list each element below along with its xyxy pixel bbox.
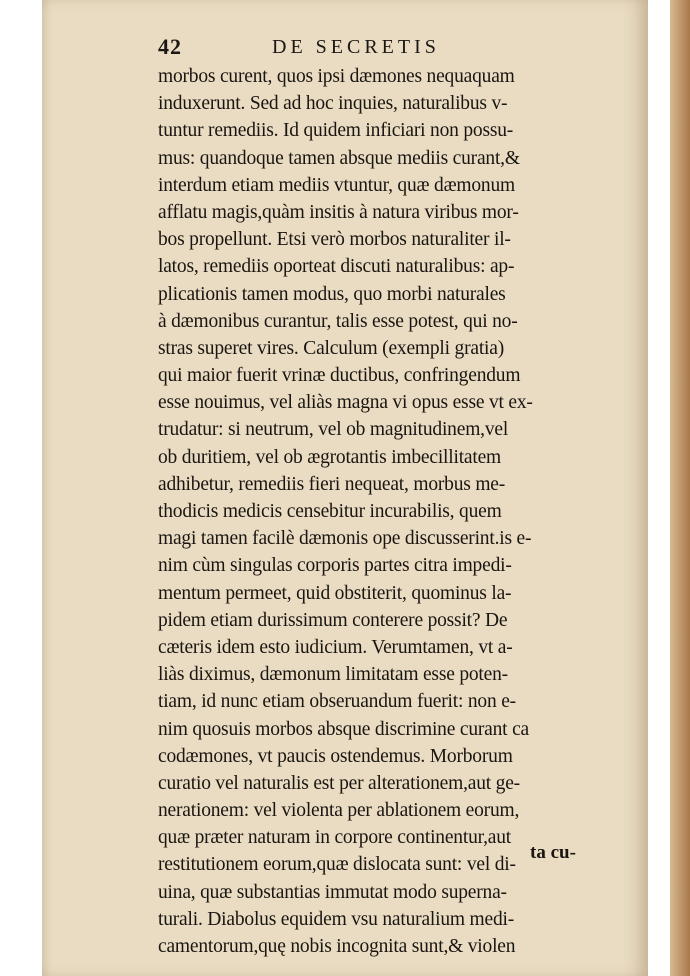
text-line: stras superet vires. Calculum (exempli gratia): [158, 337, 505, 359]
text-line: pidem etiam durissimum conterere possit? De: [158, 609, 508, 631]
text-line: ob duritiem, vel ob ægrotantis imbecillitatem: [158, 446, 502, 468]
text-line: restitutionem eorum,quæ dislocata sunt: vel di-: [158, 854, 516, 876]
text-line: turali. Diabolus equidem vsu naturalium medi-: [158, 908, 515, 930]
text-line: nerationem: vel violenta per ablationem eorum,: [158, 800, 520, 822]
text-line: interdum etiam mediis vtuntur, quæ dæmonum: [158, 174, 515, 196]
text-line: qui maior fuerit vrinæ ductibus, confringendum: [158, 365, 521, 387]
text-line: camentorum,quę nobis incognita sunt,& violen: [158, 936, 516, 957]
text-line: tuntur remediis. Id quidem inficiari non possu-: [158, 120, 514, 142]
text-line: latos, remediis oporteat discuti naturalibus: ap-: [158, 256, 515, 278]
text-line: plicationis tamen modus, quo morbi naturales: [158, 283, 506, 305]
text-line: à dæmonibus curantur, talis esse potest, qui no-: [158, 310, 518, 332]
text-line: cæteris idem esto iudicium. Verumtamen, vt a-: [158, 636, 513, 658]
text-line: curatio vel naturalis est per alterationem,aut ge-: [158, 772, 520, 794]
text-line: quæ præter naturam in corpore continentur,aut: [158, 827, 512, 849]
running-title: DE SECRETIS: [272, 36, 440, 58]
text-line: magi tamen facilè dæmonis ope discusserint.is e-: [158, 528, 532, 550]
text-line: nim cùm singulas corporis partes citra impedi-: [158, 555, 512, 577]
text-line: bos propellunt. Etsi verò morbos naturaliter il-: [158, 229, 511, 251]
text-line: mus: quandoque tamen absque mediis curant,&: [158, 147, 520, 169]
text-line: mentum permeet, quid obstiterit, quominus la-: [158, 582, 512, 604]
text-line: induxerunt. Sed ad hoc inquies, naturalibus v-: [158, 93, 508, 115]
text-line: codæmones, vt paucis ostendemus. Morborum: [158, 745, 513, 767]
text-line: esse nouimus, vel aliàs magna vi opus esse vt ex-: [158, 392, 533, 414]
page-edge-shadow: [670, 0, 690, 976]
text-line: uina, quæ substantias immutat modo superna-: [158, 881, 507, 903]
text-line: liàs diximus, dæmonum limitatam esse poten-: [158, 664, 508, 686]
text-line: afflatu magis,quàm insitis à natura viribus mor-: [158, 201, 519, 223]
body-text: [158, 63, 628, 960]
text-line: thodicis medicis censebitur incurabilis, quem: [158, 501, 502, 522]
text-line: nim quosuis morbos absque discrimine curant ca: [158, 718, 529, 740]
running-header: [158, 34, 538, 62]
page-number: 42: [158, 34, 182, 59]
text-line: trudatur: si neutrum, vel ob magnitudinem,vel: [158, 419, 509, 441]
catchword: ta cu-: [530, 842, 576, 863]
text-line: adhibetur, remediis fieri nequeat, morbus me-: [158, 473, 506, 495]
text-line: tiam, id nunc etiam obseruandum fuerit: non e-: [158, 691, 516, 713]
text-line: morbos curent, quos ipsi dæmones nequaquam: [158, 66, 515, 87]
